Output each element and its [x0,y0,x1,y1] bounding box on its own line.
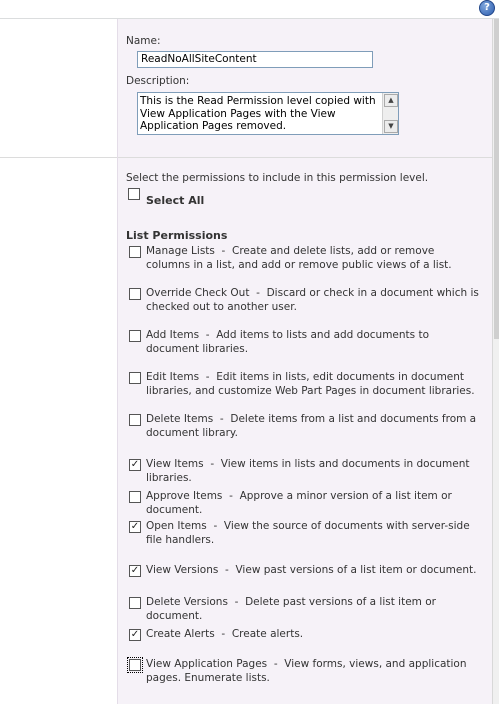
permission-checkbox[interactable] [129,414,141,426]
permission-separator: - [214,245,233,257]
permission-separator: - [199,371,217,383]
permission-name: Override Check Out [146,287,250,299]
permission-description: Delete past versions of a list item or document. [146,596,436,622]
section-divider [118,157,492,158]
permission-description: View items in lists and documents in document libraries. [146,458,470,484]
permission-name: View Versions [146,564,219,576]
description-label: Description: [126,75,190,87]
permission-name: View Items [146,458,204,470]
page-scrollbar[interactable] [492,19,499,704]
permission-text [146,370,481,398]
permission-checkbox[interactable] [129,491,141,503]
permission-description: Edit items in lists, edit documents in document libraries, and customize Web Part Pages in document libraries. [146,371,475,397]
permission-separator: - [222,490,240,502]
permission-separator: - [213,413,231,425]
permission-separator: - [227,596,246,608]
permission-name: Create Alerts [146,628,215,640]
permission-separator: - [218,564,236,576]
permission-checkbox[interactable] [129,246,141,258]
permission-description: Create alerts. [231,628,304,640]
page-scrollbar-thumb[interactable] [494,19,499,339]
permission-name: Edit Items [146,371,200,383]
scroll-up-icon[interactable]: ▲ [384,94,398,107]
permission-description: View past versions of a list item or document. [235,564,477,576]
left-column [0,19,117,704]
permission-name: Add Items [146,329,200,341]
permission-checkbox[interactable] [129,597,141,609]
name-input[interactable]: ReadNoAllSiteContent [137,51,373,68]
permission-name: View Application Pages [146,658,268,670]
permission-name: Open Items [146,520,207,532]
permission-description: Add items to lists and add documents to document libraries. [146,329,430,355]
name-label: Name: [126,35,161,47]
permission-text [146,328,481,356]
permission-text [146,244,481,272]
permission-text [146,627,481,641]
top-bar [0,0,499,19]
textarea-scrollbar[interactable] [382,93,398,134]
permission-separator: - [267,658,285,670]
list-permissions-heading: List Permissions [126,229,228,242]
permission-name: Manage Lists [146,245,215,257]
permission-description: Create and delete lists, add or remove columns in a list, and add or remove public views of a list. [146,245,452,271]
scroll-down-icon[interactable]: ▼ [384,120,398,133]
select-all-label: Select All [146,194,205,207]
permission-text [146,519,481,547]
permission-description: View forms, views, and application pages. Enumerate lists. [146,658,467,684]
permission-checkbox[interactable] [129,330,141,342]
permission-text [146,286,481,314]
permission-checkbox[interactable] [129,372,141,384]
permission-text [146,595,481,623]
permission-description: Discard or check in a document which is checked out to another user. [146,287,479,313]
permission-text [146,457,481,485]
permission-text [146,657,481,685]
permission-checkbox[interactable] [129,659,141,671]
permission-name: Delete Items [146,413,214,425]
permission-separator: - [249,287,267,299]
permission-text [146,563,481,577]
permission-separator: - [203,458,221,470]
description-textarea[interactable] [137,92,399,135]
select-all-checkbox[interactable] [128,188,140,200]
permission-description: View the source of documents with server-side file handlers. [146,520,470,546]
permission-checkbox[interactable]: ✓ [130,459,140,470]
left-section-divider [0,157,117,158]
permission-checkbox[interactable]: ✓ [130,565,140,576]
permissions-intro: Select the permissions to include in this permission level. [126,172,429,184]
permission-description: Approve a minor version of a list item or document. [146,490,452,516]
permission-name: Delete Versions [146,596,228,608]
permission-separator: - [199,329,217,341]
permission-checkbox[interactable] [129,288,141,300]
permission-checkbox[interactable]: ✓ [130,629,140,640]
permission-separator: - [214,628,232,640]
permission-text [146,412,481,440]
permission-description: Delete items from a list and documents from a document library. [146,413,477,439]
permission-separator: - [206,520,224,532]
description-text: This is the Read Permission level copied with View Application Pages with the View Application Pages removed. [140,95,376,132]
permission-text [146,489,481,517]
permission-checkbox[interactable]: ✓ [130,521,140,532]
permission-name: Approve Items [146,490,223,502]
help-icon[interactable]: ? [479,0,495,16]
